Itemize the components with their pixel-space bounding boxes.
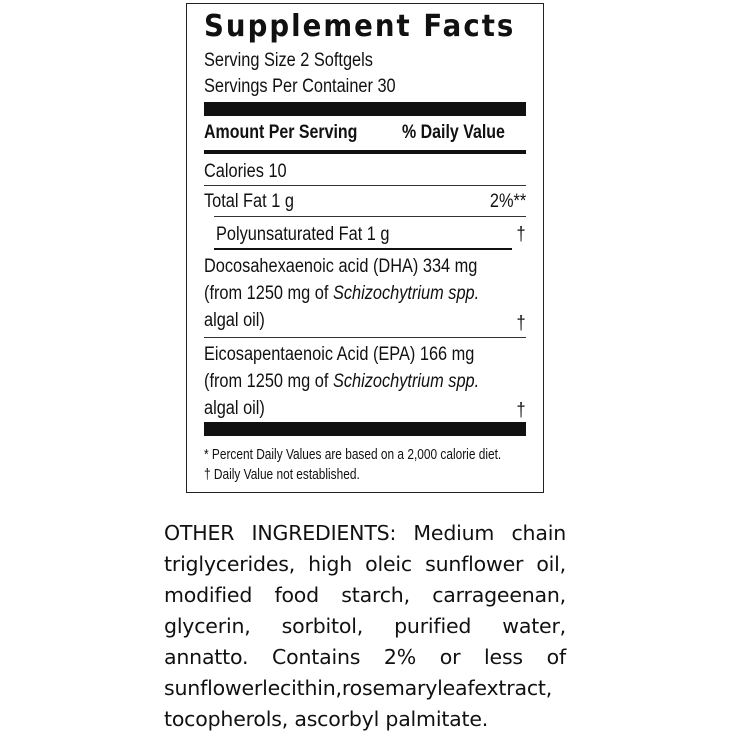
epa-dv: † bbox=[516, 400, 526, 421]
epa-line-1: Eicosapentaenoic Acid (EPA) 166 mg bbox=[204, 344, 475, 365]
footnote-daily-values: * Percent Daily Values are based on a 2,000 calorie diet. bbox=[204, 447, 502, 463]
serving-size: Serving Size 2 Softgels bbox=[204, 50, 373, 71]
epa-source-species: Schizochytrium spp. bbox=[332, 371, 480, 392]
epa-line-2 bbox=[204, 370, 479, 393]
supplement-facts-panel bbox=[186, 3, 544, 493]
rule-calories bbox=[204, 185, 526, 186]
dha-line-1: Docosahexaenoic acid (DHA) 334 mg bbox=[204, 256, 478, 277]
total-fat-dv: 2%** bbox=[489, 191, 526, 212]
epa-line-3: algal oil) bbox=[204, 398, 265, 419]
epa-source-prefix: (from 1250 mg of bbox=[204, 371, 333, 392]
calories-row: Calories 10 bbox=[204, 161, 287, 182]
dha-source-species: Schizochytrium spp. bbox=[332, 283, 480, 304]
dha-line-3: algal oil) bbox=[204, 310, 265, 331]
total-fat-label: Total Fat 1 g bbox=[204, 191, 294, 212]
panel-title: Supplement Facts bbox=[204, 9, 516, 44]
dha-dv: † bbox=[516, 313, 526, 334]
rule-polyunsaturated bbox=[214, 248, 512, 250]
header-daily-value: % Daily Value bbox=[402, 122, 505, 143]
dha-line-2 bbox=[204, 282, 479, 305]
rule-total-fat bbox=[214, 216, 526, 217]
polyunsaturated-fat-dv: † bbox=[516, 224, 526, 245]
medium-divider bbox=[204, 150, 526, 154]
polyunsaturated-fat-label: Polyunsaturated Fat 1 g bbox=[216, 224, 390, 245]
rule-dha bbox=[204, 337, 526, 338]
other-ingredients-text: OTHER INGREDIENTS: Medium chain triglycerides, high oleic sunflower oil, modified food starch, carrageenan, glycerin, sorbitol, purified water, annatto. Contains 2% or less of sunflowerlecithin,rosemaryleafextract, tocopherols, ascorbyl palmitate. bbox=[164, 521, 566, 731]
thick-divider-top bbox=[204, 102, 526, 116]
header-amount-per-serving: Amount Per Serving bbox=[204, 122, 358, 143]
dha-source-prefix: (from 1250 mg of bbox=[204, 283, 333, 304]
servings-per-container: Servings Per Container 30 bbox=[204, 76, 396, 97]
thick-divider-bottom bbox=[204, 422, 526, 436]
footnote-not-established: † Daily Value not established. bbox=[204, 467, 360, 483]
supplement-facts-inner bbox=[204, 4, 526, 492]
